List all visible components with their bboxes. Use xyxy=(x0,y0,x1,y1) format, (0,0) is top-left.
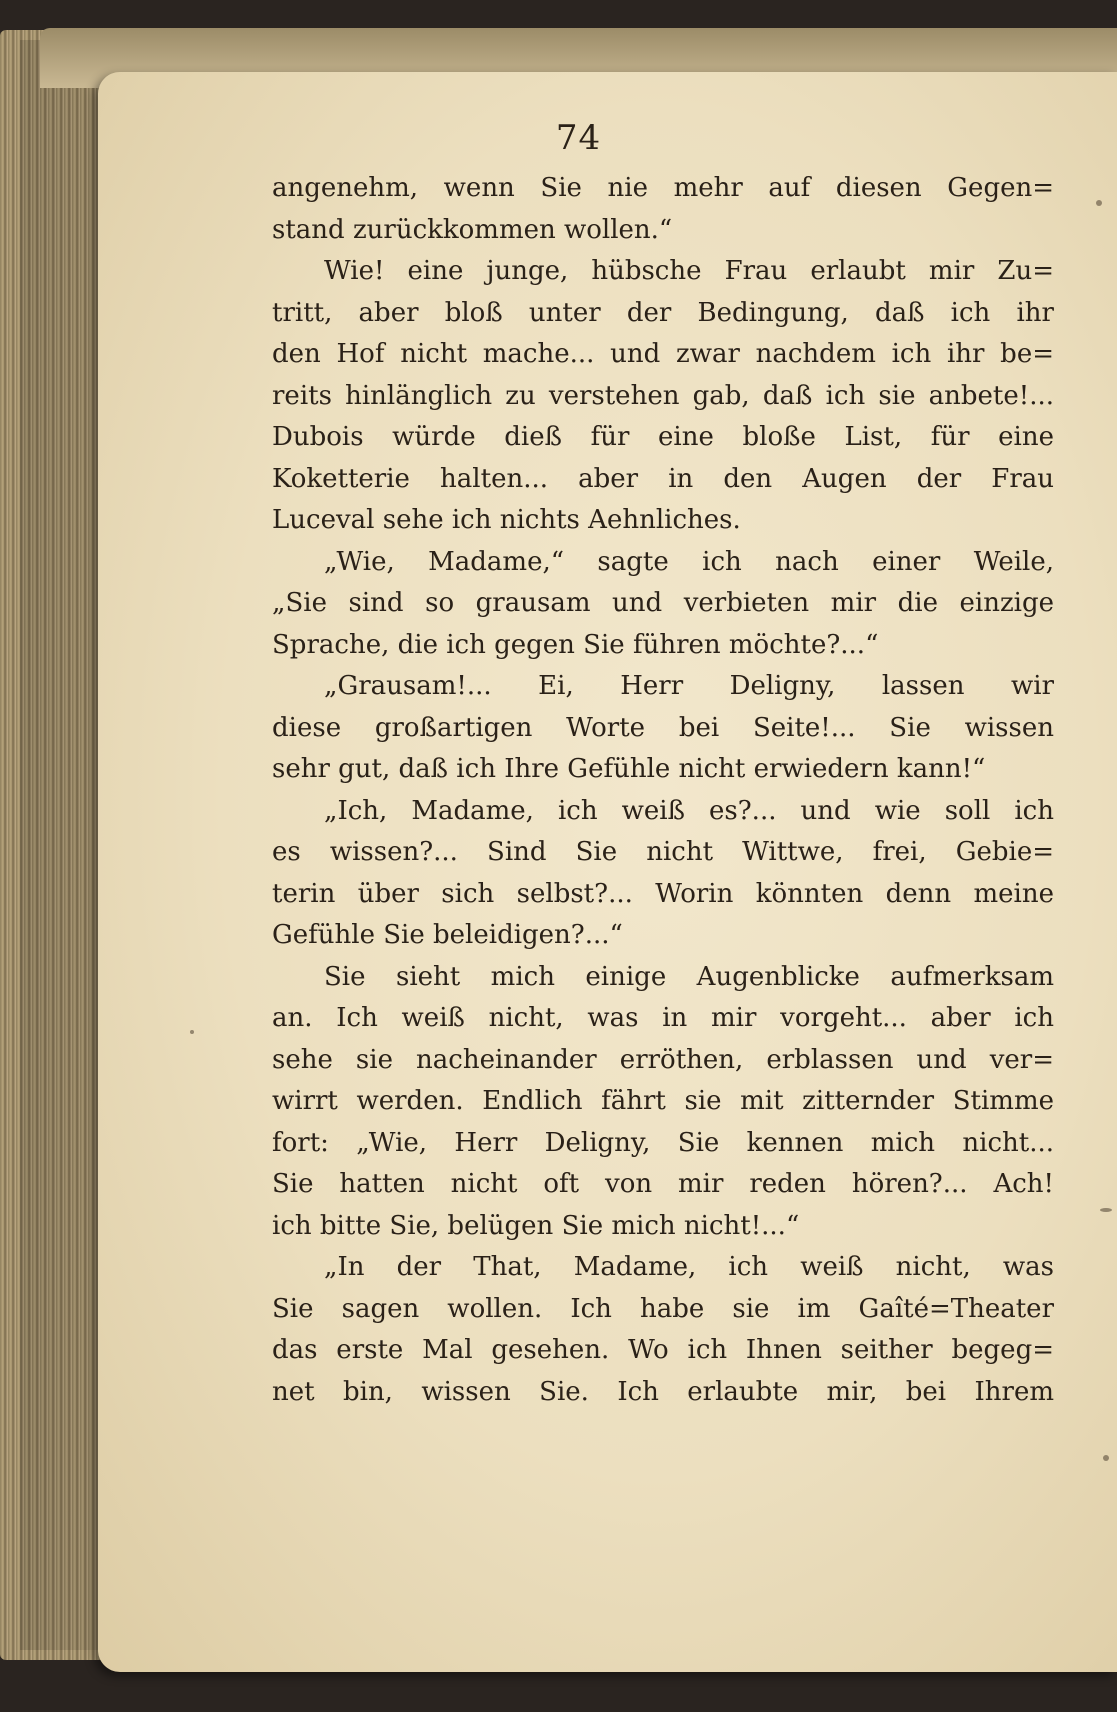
text-line: Luceval sehe ich nichts Aehnliches. xyxy=(272,505,741,535)
text-line: ich bitte Sie, belügen Sie mich nicht!...“ xyxy=(272,1210,800,1241)
body-text xyxy=(272,168,1054,1413)
text-line: das erste Mal gesehen. Wo ich Ihnen seither begeg= xyxy=(272,1335,1054,1365)
paper-speck xyxy=(1096,200,1102,206)
text-line: reits hinlänglich zu verstehen gab, daß ich sie anbete!... xyxy=(272,380,1054,411)
text-line: fort: „Wie, Herr Deligny, Sie kennen mich nicht... xyxy=(272,1127,1054,1158)
text-line: Sprache, die ich gegen Sie führen möchte?...“ xyxy=(272,629,879,660)
text-line: „In der That, Madame, ich weiß nicht, was xyxy=(324,1252,1054,1282)
text-line: angenehm, wenn Sie nie mehr auf diesen Gegen= xyxy=(272,173,1054,203)
text-line: Gefühle Sie beleidigen?...“ xyxy=(272,920,623,950)
text-line: diese großartigen Worte bei Seite!... Sie wissen xyxy=(272,712,1054,743)
paper-speck xyxy=(190,1030,194,1034)
text-line: Koketterie halten... aber in den Augen der Frau xyxy=(272,463,1054,494)
text-line: sehe sie nacheinander erröthen, erblassen und ver= xyxy=(272,1044,1054,1075)
text-line: wirrt werden. Endlich fährt sie mit zitternder Stimme xyxy=(272,1086,1054,1116)
paper-speck xyxy=(1100,1208,1112,1212)
text-line: Sie sagen wollen. Ich habe sie im Gaîté=Theater xyxy=(272,1293,1054,1324)
text-line: an. Ich weiß nicht, was in mir vorgeht... aber ich xyxy=(272,1003,1054,1033)
text-line: Dubois würde dieß für eine bloße List, für eine xyxy=(272,422,1054,452)
text-line: sehr gut, daß ich Ihre Gefühle nicht erwiedern kann!“ xyxy=(272,754,986,784)
text-line: net bin, wissen Sie. Ich erlaubte mir, bei Ihrem xyxy=(272,1376,1054,1407)
page-number: 74 xyxy=(555,118,602,158)
text-line: terin über sich selbst?... Worin könnten denn meine xyxy=(272,878,1054,909)
text-line: Sie sieht mich einige Augenblicke aufmerksam xyxy=(324,961,1054,992)
text-line: Sie hatten nicht oft von mir reden hören?... Ach! xyxy=(272,1169,1054,1199)
text-line: es wissen?... Sind Sie nicht Wittwe, frei, Gebie= xyxy=(272,837,1054,867)
text-line: „Ich, Madame, ich weiß es?... und wie soll ich xyxy=(324,795,1054,826)
text-line: „Wie, Madame,“ sagte ich nach einer Weile, xyxy=(324,546,1054,577)
text-line: Wie! eine junge, hübsche Frau erlaubt mir Zu= xyxy=(324,256,1054,286)
paper-speck xyxy=(1103,1455,1109,1461)
text-line: tritt, aber bloß unter der Bedingung, daß ich ihr xyxy=(272,297,1054,328)
text-line: stand zurückkommen wollen.“ xyxy=(272,214,673,245)
text-line: „Grausam!... Ei, Herr Deligny, lassen wir xyxy=(324,671,1054,701)
text-line: den Hof nicht mache... und zwar nachdem ich ihr be= xyxy=(272,339,1054,369)
text-line: „Sie sind so grausam und verbieten mir die einzige xyxy=(272,588,1054,618)
